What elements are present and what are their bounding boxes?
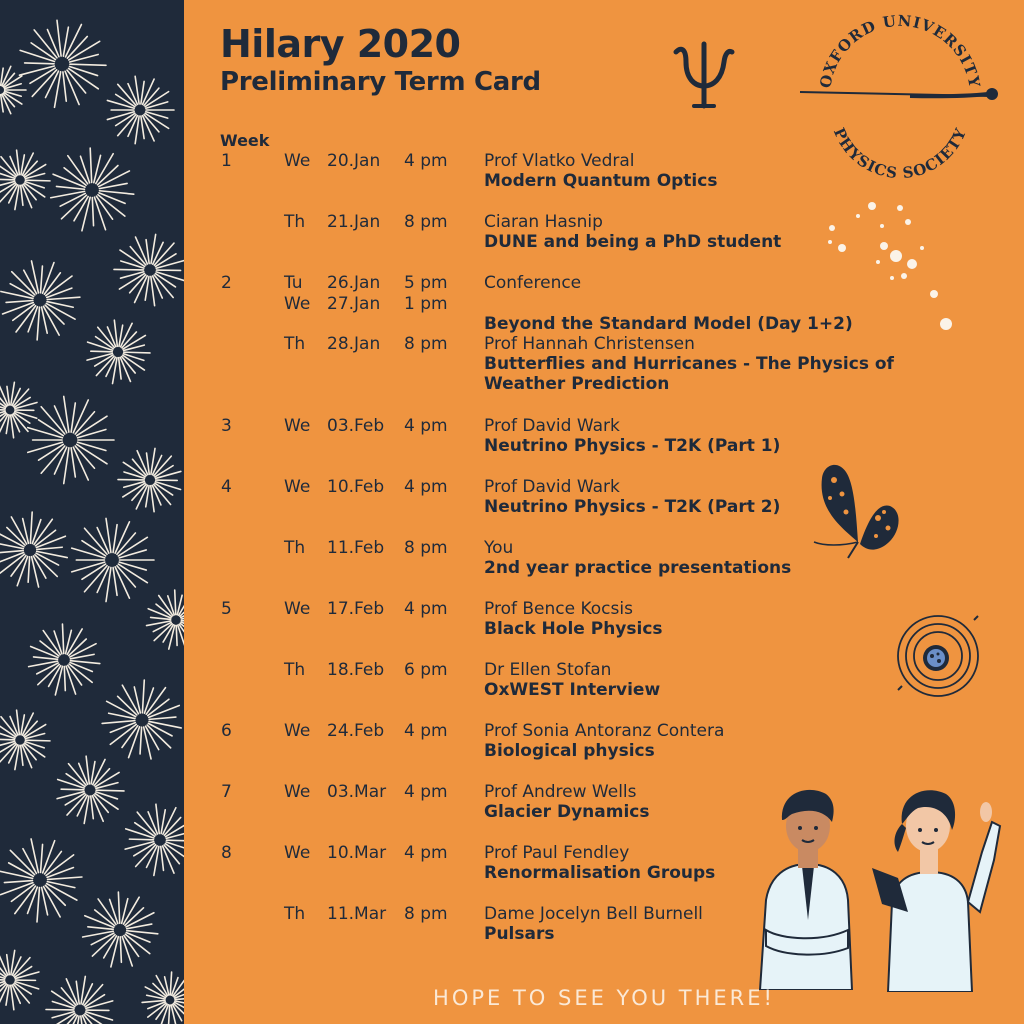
- starburst-pattern-icon: [0, 0, 184, 1024]
- row-day: Th: [284, 538, 306, 558]
- psi-icon: [668, 40, 738, 112]
- row-date: 20.Jan: [327, 151, 381, 171]
- row-day: Th: [284, 212, 306, 232]
- row-date: 10.Feb: [327, 477, 385, 497]
- starburst-icon: [83, 892, 158, 967]
- row-speaker: Prof Hannah Christensen: [484, 334, 695, 354]
- row-talk-title: OxWEST Interview: [484, 680, 661, 700]
- row-day: We: [284, 782, 311, 802]
- row-speaker: Ciaran Hasnip: [484, 212, 603, 232]
- starburst-icon: [46, 976, 113, 1024]
- row-talk-title-line2: Weather Prediction: [484, 374, 670, 394]
- logo-text-top: OXFORD UNIVERSITY: [816, 11, 984, 90]
- starburst-icon: [1, 261, 80, 340]
- row-talk-title: Modern Quantum Optics: [484, 171, 718, 191]
- row-speaker: Prof David Wark: [484, 477, 620, 497]
- row-talk-title: Beyond the Standard Model (Day 1+2): [484, 314, 853, 334]
- row-talk-title: Pulsars: [484, 924, 555, 944]
- row-speaker: Dame Jocelyn Bell Burnell: [484, 904, 703, 924]
- row-time: 8 pm: [404, 334, 448, 354]
- row-time: 8 pm: [404, 904, 448, 924]
- row-day: We: [284, 721, 311, 741]
- row-time: 4 pm: [404, 599, 448, 619]
- row-time: 4 pm: [404, 843, 448, 863]
- row-talk-title: Biological physics: [484, 741, 655, 761]
- starburst-icon: [51, 148, 134, 231]
- starburst-icon: [0, 710, 50, 769]
- starburst-icon: [142, 972, 184, 1024]
- society-logo: [790, 8, 1010, 188]
- row-date: 17.Feb: [327, 599, 385, 619]
- row-time: 8 pm: [404, 538, 448, 558]
- row-date: 26.Jan: [327, 273, 381, 293]
- row-speaker: Prof Bence Kocsis: [484, 599, 633, 619]
- page-title: Hilary 2020: [220, 22, 461, 66]
- row-talk-title: DUNE and being a PhD student: [484, 232, 782, 252]
- row-time: 4 pm: [404, 721, 448, 741]
- row-talk-title: Glacier Dynamics: [484, 802, 650, 822]
- row-talk-title: Renormalisation Groups: [484, 863, 716, 883]
- starburst-icon: [72, 518, 154, 601]
- row-talk-title: Black Hole Physics: [484, 619, 663, 639]
- row-week: 2: [221, 273, 232, 293]
- row-time: 6 pm: [404, 660, 448, 680]
- starburst-icon: [118, 448, 181, 511]
- row-talk-title: Neutrino Physics - T2K (Part 2): [484, 497, 781, 517]
- logo-text-bottom: PHYSICS SOCIETY: [829, 125, 971, 183]
- starburst-icon: [57, 756, 124, 823]
- row-week: 8: [221, 843, 232, 863]
- row-day: We: [284, 151, 311, 171]
- row-date: 03.Feb: [327, 416, 385, 436]
- header: [220, 22, 541, 98]
- row-day: Tu: [284, 273, 303, 293]
- starburst-icon: [0, 512, 67, 587]
- starburst-icon: [87, 320, 150, 383]
- row-speaker: Prof Vlatko Vedral: [484, 151, 635, 171]
- svg-text:PHYSICS SOCIETY: [830, 125, 970, 182]
- starburst-icon: [0, 950, 39, 1009]
- row-time: 5 pm: [404, 273, 448, 293]
- starburst-icon: [19, 20, 106, 107]
- row-time: 4 pm: [404, 151, 448, 171]
- row-day: We: [284, 599, 311, 619]
- row-day: We: [284, 294, 311, 314]
- butterfly-icon: [812, 458, 904, 566]
- row-speaker: Dr Ellen Stofan: [484, 660, 612, 680]
- week-column-header: Week: [220, 131, 270, 150]
- starburst-icon: [114, 234, 184, 305]
- row-day: Th: [284, 904, 306, 924]
- starburst-icon: [102, 680, 181, 759]
- starburst-icon: [147, 590, 184, 649]
- row-speaker: Prof Sonia Antoranz Contera: [484, 721, 725, 741]
- row-day: We: [284, 477, 311, 497]
- scientist-woman-icon: [868, 782, 1008, 992]
- row-speaker: Prof Andrew Wells: [484, 782, 637, 802]
- row-time: 8 pm: [404, 212, 448, 232]
- starburst-icon: [0, 150, 50, 209]
- row-date: 18.Feb: [327, 660, 385, 680]
- row-date: 21.Jan: [327, 212, 381, 232]
- row-time: 4 pm: [404, 782, 448, 802]
- row-date: 28.Jan: [327, 334, 381, 354]
- row-speaker: Prof David Wark: [484, 416, 620, 436]
- page-subtitle: Preliminary Term Card: [220, 67, 541, 97]
- row-speaker: You: [484, 538, 514, 558]
- row-week: 7: [221, 782, 232, 802]
- row-date: 11.Feb: [327, 538, 385, 558]
- row-date: 10.Mar: [327, 843, 387, 863]
- row-day: We: [284, 843, 311, 863]
- row-talk-title: 2nd year practice presentations: [484, 558, 792, 578]
- starburst-icon: [107, 76, 174, 143]
- starburst-icon: [29, 624, 100, 695]
- row-week: 6: [221, 721, 232, 741]
- row-week: 3: [221, 416, 232, 436]
- row-talk-title: Butterflies and Hurricanes - The Physics of: [484, 354, 894, 374]
- starburst-icon: [125, 804, 184, 875]
- row-week: 4: [221, 477, 232, 497]
- svg-text:OXFORD UNIVERSITY: [816, 12, 983, 90]
- row-week: 1: [221, 151, 232, 171]
- row-date: 27.Jan: [327, 294, 381, 314]
- starburst-icon: [0, 64, 26, 115]
- row-date: 24.Feb: [327, 721, 385, 741]
- row-date: 03.Mar: [327, 782, 387, 802]
- atom-orbit-icon: [892, 610, 984, 702]
- scientist-man-icon: [752, 780, 862, 990]
- row-day: Th: [284, 660, 306, 680]
- row-speaker: Prof Paul Fendley: [484, 843, 630, 863]
- row-week: 5: [221, 599, 232, 619]
- row-time: 4 pm: [404, 477, 448, 497]
- row-speaker: Conference: [484, 273, 582, 293]
- starburst-icon: [28, 396, 114, 483]
- starburst-pattern-panel: [0, 0, 184, 1024]
- row-talk-title: Neutrino Physics - T2K (Part 1): [484, 436, 781, 456]
- row-time: 1 pm: [404, 294, 448, 314]
- footer-message: HOPE TO SEE YOU THERE!: [433, 986, 775, 1010]
- row-day: We: [284, 416, 311, 436]
- starburst-icon: [0, 839, 82, 922]
- row-day: Th: [284, 334, 306, 354]
- row-date: 11.Mar: [327, 904, 387, 924]
- row-time: 4 pm: [404, 416, 448, 436]
